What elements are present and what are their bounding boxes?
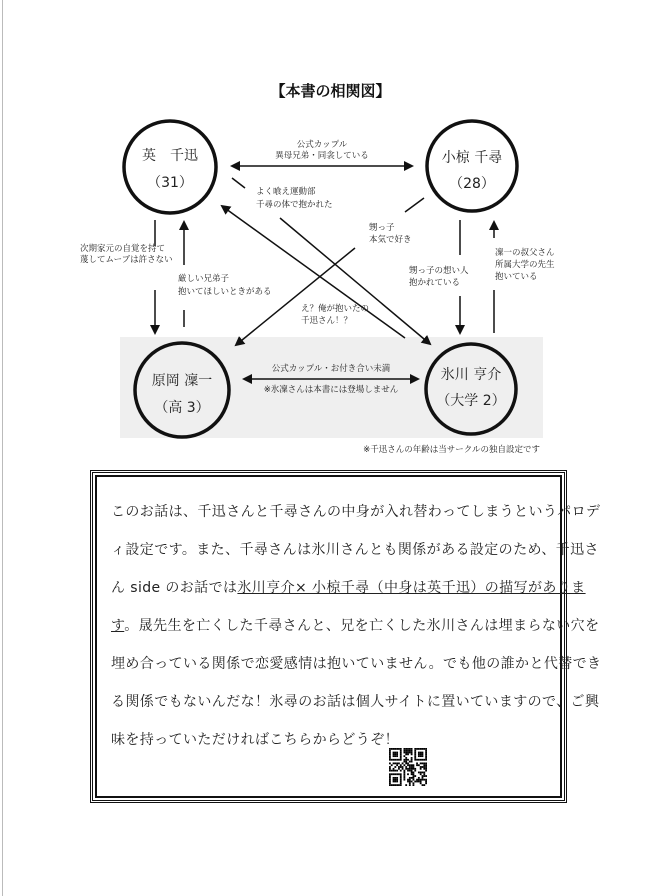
label: よく喰え運動部 [256,187,316,197]
body-line [111,569,586,607]
label: 抱いてほしいときがある [178,287,272,297]
label: 公式カップル・お付き合い未満 [271,364,391,374]
body-line: このお話は、千迅さんと千尋さんの中身が入れ替わってしまうというパロデ [111,504,601,520]
person-kohiro [427,121,517,211]
label: 甥っ子の想い人 [409,266,469,276]
body-text: ん side のお話では [111,580,238,596]
label: 甥っ子 [369,223,395,233]
chifuyu-age: （31） [147,175,193,191]
kohiro-name: 小椋 千尋 [441,150,503,166]
label: 公式カップル [296,140,348,150]
label: 抱いている [495,272,538,282]
label: 蔑してムーブは許さない [80,255,173,265]
body-line [111,607,600,645]
underlined-text: す [111,618,125,634]
body-text: 。晟先生を亡くした千尋さんと、兄を亡くした氷川さんは埋まらない穴を [124,618,600,634]
age-note: ※千迅さんの年齢は当サークルの独自設定です [363,445,540,455]
label: 千迅さん！？ [301,316,353,326]
person-chifuyu [124,121,216,213]
underlined-text: 氷川亨介× 小椋千尋（中身は英千迅）の描写がありま [237,580,586,596]
body-line: 埋め合っている関係で恋愛感情は抱いていません。でも他の誰かと代替でき [111,656,602,672]
label: 厳しい兄弟子 [178,274,230,284]
label: 本気で好き [369,235,412,245]
label: 所属大学の先生 [495,260,555,270]
label: 凜一の叔父さん [495,248,555,258]
body-line: ィ設定です。また、千尋さんは氷川さんとも関係がある設定のため、千迅さ [111,542,599,558]
hyoga-name: 氷川 亨介 [440,367,502,383]
body-line: 味を持っていただければこちらからどうぞ！ [111,732,399,748]
qr-code[interactable] [389,748,427,786]
label: え？俺が抱いたの [301,304,370,314]
arrow-chifuyu-to-hyoga [232,178,245,188]
label: 千尋の体で抱かれた [256,200,333,210]
label: ※氷凜さんは本書には登場しません [263,385,399,395]
label: 抱かれている [409,278,461,288]
label: 次期家元の自覚を持て [80,244,166,254]
rinichi-name: 原岡 凜一 [151,373,213,389]
arrow-kohiro-to-rinichi [405,198,424,212]
rinichi-age: （高 3） [154,400,210,416]
body-line: る関係でもないんだな！氷尋のお話は個人サイトに置いていますので、ご興 [111,694,600,710]
description-box [90,470,602,803]
hyoga-age: （大学 2） [436,393,506,409]
label: 異母兄弟・同衾している [275,151,369,161]
page-title: 【本書の相関図】 [270,82,391,100]
kohiro-age: （28） [449,176,495,192]
chifuyu-name: 英 千迅 [142,148,198,164]
